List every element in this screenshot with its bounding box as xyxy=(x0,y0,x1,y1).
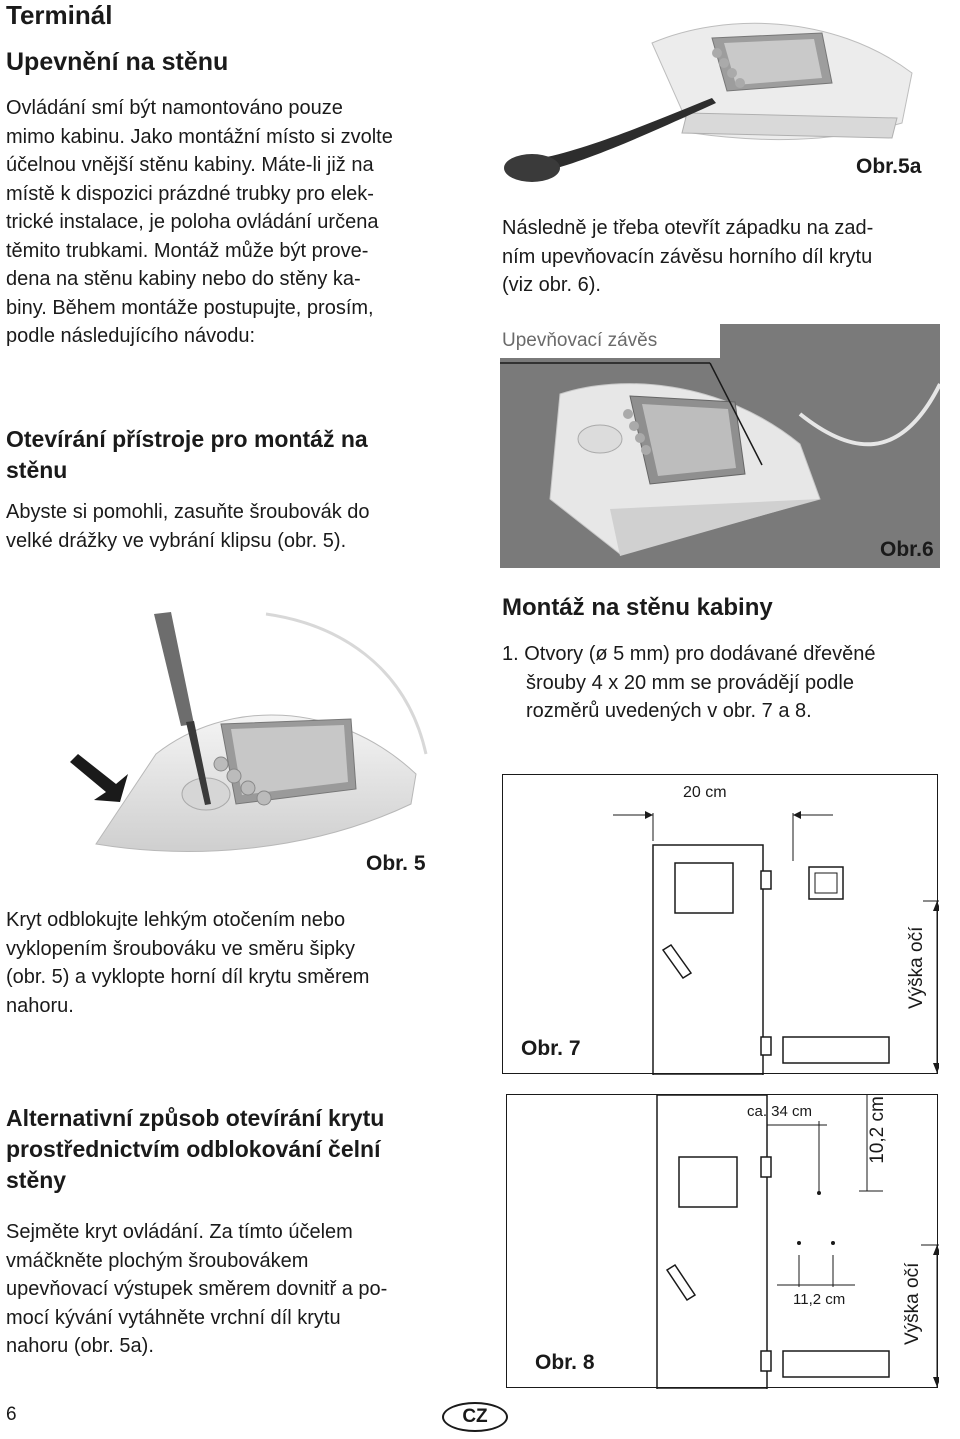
page-number: 6 xyxy=(6,1404,17,1425)
list-item: rozměrů uvedených v obr. 7 a 8. xyxy=(526,700,812,722)
text-line: trické instalace, je poloha ovládání určena xyxy=(6,211,379,233)
dimension-34cm: ca. 34 cm xyxy=(747,1103,813,1120)
door-diagram-7 xyxy=(503,775,939,1075)
text-line: (obr. 5) a vyklopte horní díl krytu směrem xyxy=(6,966,370,988)
figure-7-diagram xyxy=(502,774,938,1074)
hinge-pointer-line xyxy=(500,355,770,475)
text-line: vyklopením šroubováku ve směru šipky xyxy=(6,937,356,960)
figure-5-caption: Obr. 5 xyxy=(366,852,426,875)
section-heading-wall-mount: Upevnění na stěnu xyxy=(6,48,229,76)
heading-line: stěny xyxy=(6,1167,67,1193)
dimension-20cm: 20 cm xyxy=(683,784,727,801)
dimension-10-2cm: 10,2 cm xyxy=(867,1096,888,1164)
text-line: mocí kývání vytáhněte vrchní díl krytu xyxy=(6,1306,341,1329)
text-line: (viz obr. 6). xyxy=(502,274,601,296)
figure-8-diagram xyxy=(506,1094,938,1388)
device-with-screwdriver-illustration xyxy=(6,604,443,880)
list-item: 1. Otvory (ø 5 mm) pro dodávané dřevěné xyxy=(502,643,876,665)
section-heading-opening xyxy=(6,424,442,486)
text-line: velké drážky ve vybrání klipsu (obr. 5). xyxy=(6,529,347,552)
text-line: ním upevňovacín závěsu horního díl krytu xyxy=(502,245,873,268)
figure-5-photo xyxy=(6,604,443,880)
section-text-opening xyxy=(6,498,442,555)
text-line: upevňovací výstupek směrem dovnitř a po- xyxy=(6,1278,388,1300)
language-badge: CZ xyxy=(442,1402,508,1432)
page-title: Terminál xyxy=(6,0,113,30)
text-line: biny. Během montáže postupujte, prosím, xyxy=(6,296,374,319)
figure-8-caption: Obr. 8 xyxy=(535,1351,595,1374)
text-line: dena na stěnu kabiny nebo do stěny ka- xyxy=(6,268,361,290)
text-line: Kryt odblokujte lehkým otočením nebo xyxy=(6,909,346,931)
section-text-unlock xyxy=(6,906,442,1020)
section-heading-cabin-mount: Montáž na stěnu kabiny xyxy=(502,594,773,621)
text-line: Sejměte kryt ovládání. Za tímto účelem xyxy=(6,1221,353,1243)
text-line: Abyste si pomohli, zasuňte šroubovák do xyxy=(6,501,370,523)
section-text-cabin-mount xyxy=(502,640,940,726)
figure-7-caption: Obr. 7 xyxy=(521,1037,581,1060)
eye-height-label-7: Výška očí xyxy=(906,926,927,1009)
text-line: Ovládání smí být namontováno pouze xyxy=(6,97,343,119)
text-line: podle následujícího návodu: xyxy=(6,325,256,347)
eye-height-label-8: Výška očí xyxy=(902,1262,923,1345)
heading-line: Alternativní způsob otevírání krytu xyxy=(6,1105,385,1131)
heading-line: stěnu xyxy=(6,457,68,483)
section-text-wall-mount xyxy=(6,94,442,351)
section-heading-alternative xyxy=(6,1103,442,1196)
right-text-latch xyxy=(502,214,940,300)
text-line: Následně je třeba otevřít západku na zad- xyxy=(502,217,874,239)
list-item: šrouby 4 x 20 mm se provádějí podle xyxy=(526,671,854,694)
section-text-alternative xyxy=(6,1218,442,1361)
figure-5a-caption: Obr.5a xyxy=(856,155,922,178)
figure-6-caption: Obr.6 xyxy=(880,538,934,561)
text-line: těmito trubkami. Montáž může být prove- xyxy=(6,239,369,262)
dimension-11-2cm: 11,2 cm xyxy=(793,1291,846,1308)
heading-line: prostřednictvím odblokování čelní xyxy=(6,1136,381,1162)
hinge-label: Upevňovací závěs xyxy=(502,330,658,351)
text-line: mimo kabinu. Jako montážní místo si zvolte xyxy=(6,125,393,148)
heading-line: Otevírání přístroje pro montáž na xyxy=(6,426,368,452)
text-line: nahoru (obr. 5a). xyxy=(6,1335,154,1357)
text-line: vmáčkněte plochým šroubovákem xyxy=(6,1249,309,1272)
text-line: účelnou vnější stěnu kabiny. Máte-li již na xyxy=(6,154,374,176)
text-line: místě k dispozici prázdné trubky pro elek- xyxy=(6,182,374,205)
text-line: nahoru. xyxy=(6,994,74,1017)
